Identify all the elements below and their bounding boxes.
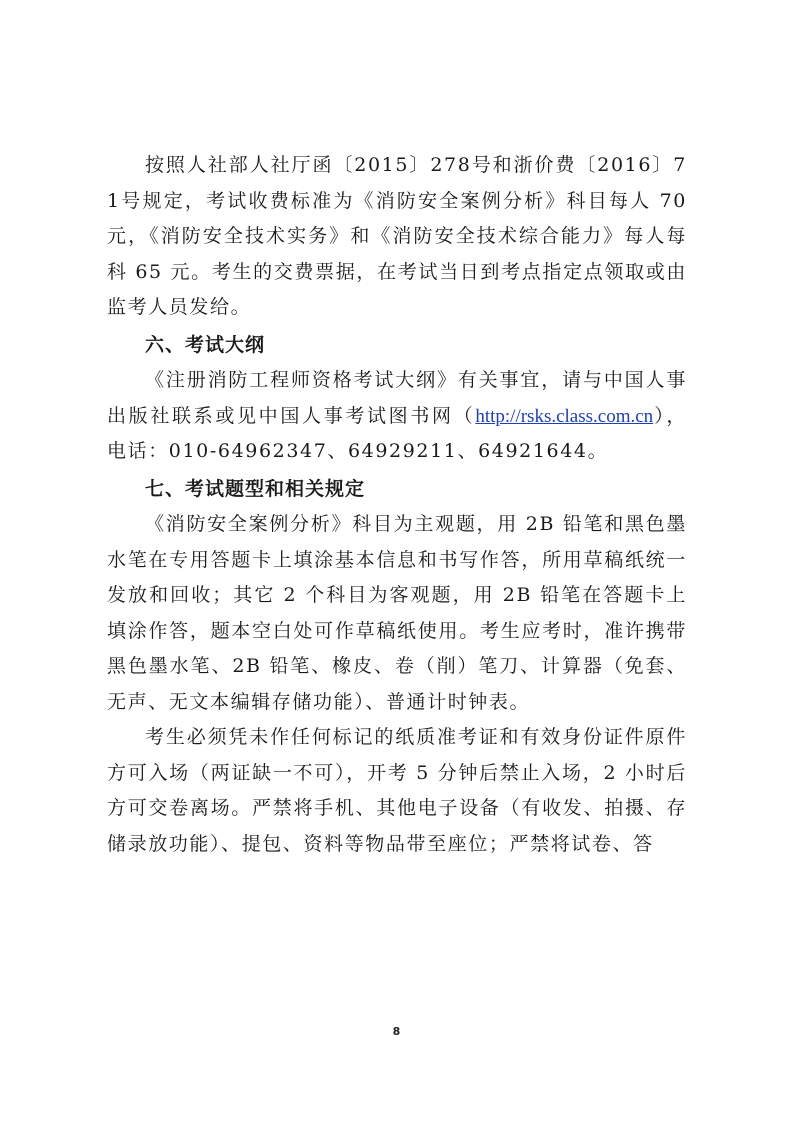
section-6-heading: 六、考试大纲 — [145, 333, 266, 356]
website-link[interactable]: http://rsks.class.com.cn — [475, 405, 654, 427]
syllabus-paragraph — [107, 363, 687, 470]
syllabus-text-after-link: ），电话：010-64962347、64929211、64921644。 — [107, 404, 688, 462]
exam-format-paragraph: 《消防安全案例分析》科目为主观题，用 2B 铅笔和黑色墨水笔在专用答题卡上填涂基本信息和书写作答，所用草稿纸统一发放和回收；其它 2 个科目为客观题，用 2B 铅笔在答题卡上填涂作答，题本空白处可作草稿纸使用。考生应考时，准许携带黑色墨水笔、2B 铅笔、橡皮、卷（削）笔刀、计算器（免套、无声、无文本编辑存储功能）、普通计时钟表。 — [107, 513, 687, 713]
page-content — [107, 148, 687, 862]
fee-paragraph: 按照人社部人社厅函〔2015〕278号和浙价费〔2016〕71号规定，考试收费标准为《消防安全案例分析》科目每人 70 元，《消防安全技术实务》和《消防安全技术综合能力》每人每科 65 元。考生的交费票据，在考试当日到考点指定点领取或由监考人员发给。 — [107, 154, 687, 318]
exam-rules-paragraph: 考生必须凭未作任何标记的纸质准考证和有效身份证件原件方可入场（两证缺一不可），开考 5 分钟后禁止入场，2 小时后方可交卷离场。严禁将手机、其他电子设备（有收发、拍摄、存储录放功能）、提包、资料等物品带至座位；严禁将试卷、答 — [107, 726, 687, 855]
section-7-heading: 七、考试题型和相关规定 — [145, 477, 366, 500]
syllabus-text-before-link: 《注册消防工程师资格考试大纲》有关事宜，请与中国人事出版社联系或见中国人事考试图书网（ — [107, 369, 687, 427]
page-number: 8 — [392, 1025, 401, 1038]
